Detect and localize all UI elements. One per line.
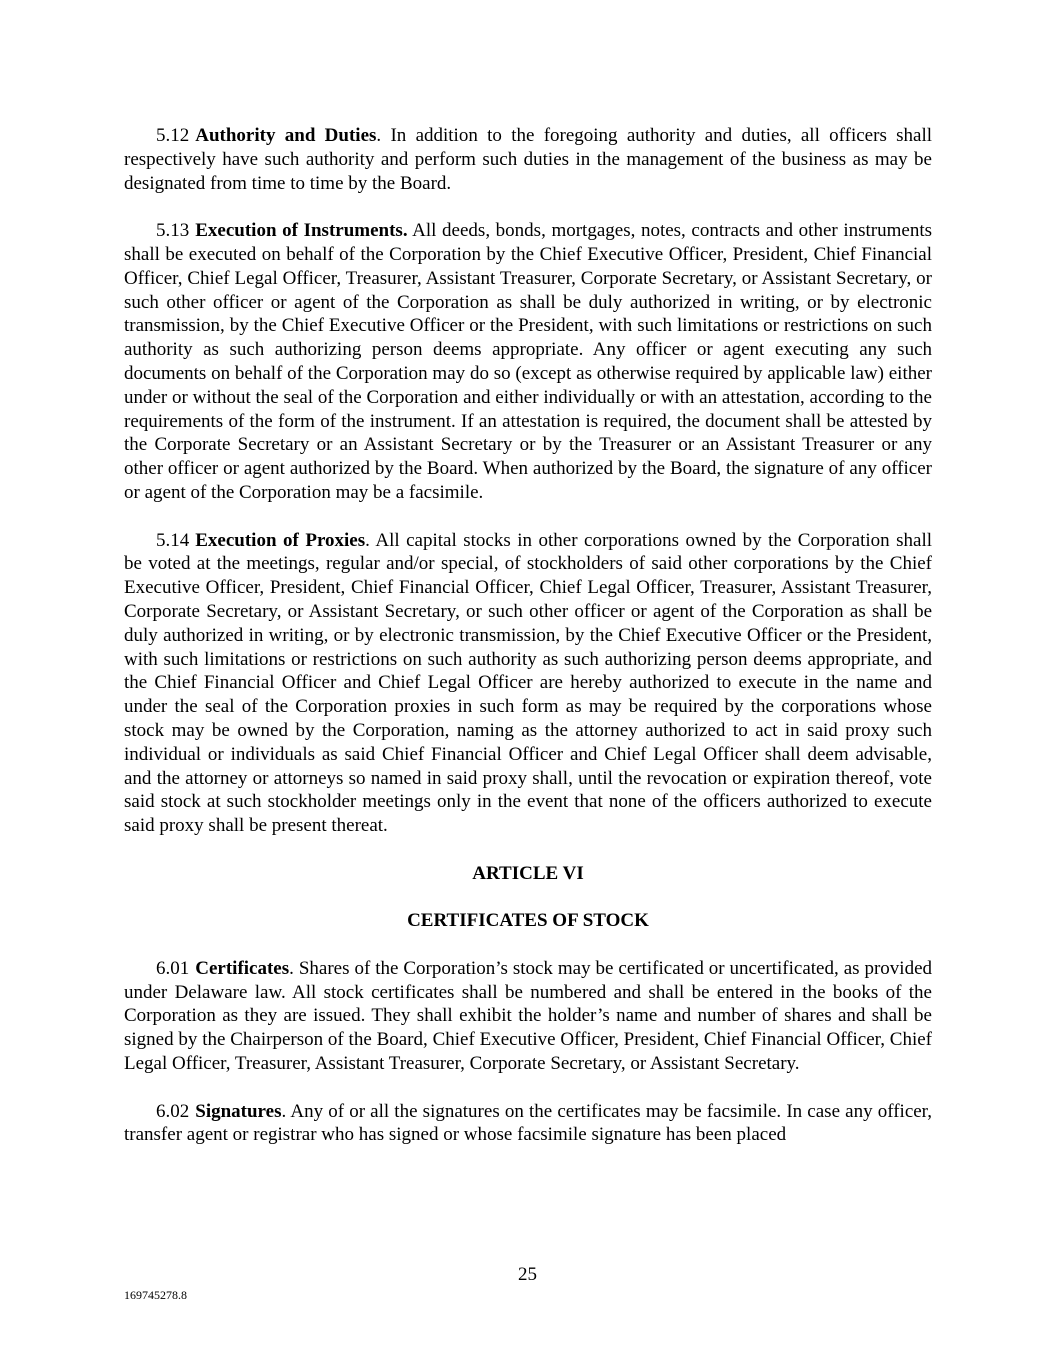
section-text: All deeds, bonds, mortgages, notes, contracts and other instruments shall be executed on behalf of the Corporation by the Chief Executive Officer, President, Chief Financial Officer, Chief Legal Officer, Treasurer, Assistant Treasurer, Corporate Secretary, or Assistant Secretary, or such other officer or agent of the Corporation as shall be duly authorized in writing, or by electronic transmission, by the Chief Executive Officer or the President, with such limitations or restrictions on such authority as such authorizing person deems appropriate. Any officer or agent executing any such documents on behalf of the Corporation may do so (except as otherwise required by applicable law) either under or without the seal of the Corporation and either individually or with an attestation, according to the requirements of the form of the instrument. If an attestation is required, the document shall be attested by the Corporate Secretary or an Assistant Secretary or by the Treasurer or an Assistant Treasurer or any other officer or agent authorized by the Board. When authorized by the Board, the signature of any officer or agent of the Corporation may be a facsimile. [124, 220, 932, 503]
document-id: 169745278.8 [124, 1288, 187, 1302]
section-5-13 [124, 219, 932, 505]
section-heading: Signatures [195, 1100, 282, 1122]
document-body [124, 124, 932, 1171]
section-number: 6.02 [156, 1100, 190, 1122]
section-heading: Execution of Instruments. [195, 220, 408, 242]
section-5-12 [124, 124, 932, 195]
section-number: 5.12 [156, 125, 190, 146]
page-number: 25 [518, 1264, 537, 1285]
heading-separator: . [365, 529, 376, 551]
section-heading: Certificates [195, 957, 290, 979]
section-number: 6.01 [156, 957, 190, 979]
section-6-02 [124, 1100, 932, 1148]
section-6-01 [124, 957, 932, 1076]
section-heading: Execution of Proxies [195, 529, 366, 551]
heading-separator: . [289, 957, 299, 979]
section-text: In addition to the foregoing authority and duties, all officers shall respectively have such authority and perform such duties in the management of the business as may be designated from time to time by the Board. [124, 125, 933, 194]
heading-separator: . [376, 125, 391, 146]
article-title: ARTICLE VI [472, 862, 584, 884]
section-text: Any of or all the signatures on the certificates may be facsimile. In case any officer, transfer agent or registrar who has signed or whose facsimile signature has been placed [124, 1100, 932, 1146]
section-text: All capital stocks in other corporations owned by the Corporation shall be voted at the meetings, regular and/or special, of stockholders of said other corporations by the Chief Executive Officer, President, Chief Financial Officer, Chief Legal Officer, Treasurer, Assistant Treasurer, Corporate Secretary, or Assistant Secretary, or such other officer or agent of the Corporation as shall be duly authorized in writing, or by electronic transmission, by the Chief Executive Officer or the President, with such limitations or restrictions on such authority as such authorizing person deems appropriate, and the Chief Financial Officer and Chief Legal Officer are hereby authorized to execute in the name and under the seal of the Corporation proxies in such form as may be required by the corporations whose stock may be owned by the Corporation, naming as the attorney authorized to act in said proxy such individual or individuals as said Chief Financial Officer and Chief Legal Officer shall deem advisable, and the attorney or attorneys so named in said proxy shall, until the revocation or expiration thereof, vote said stock at such stockholder meetings only in the event that none of the officers authorized to execute said proxy shall be present thereat. [124, 529, 932, 837]
section-number: 5.14 [156, 529, 190, 551]
section-heading: Authority and Duties [195, 125, 377, 146]
heading-separator: . [281, 1100, 291, 1122]
article-subtitle: CERTIFICATES OF STOCK [407, 910, 649, 932]
section-number: 5.13 [156, 220, 190, 242]
section-5-14 [124, 529, 932, 838]
section-text: Shares of the Corporation’s stock may be certificated or uncertificated, as provided under Delaware law. All stock certificates shall be numbered and shall be entered in the books of the Corporation as they are issued. They shall exhibit the holder’s name and number of shares and shall be signed by the Chairperson of the Board, Chief Executive Officer, President, Chief Financial Officer, Chief Legal Officer, Treasurer, Assistant Treasurer, Corporate Secretary, or Assistant Secretary. [124, 957, 933, 1075]
